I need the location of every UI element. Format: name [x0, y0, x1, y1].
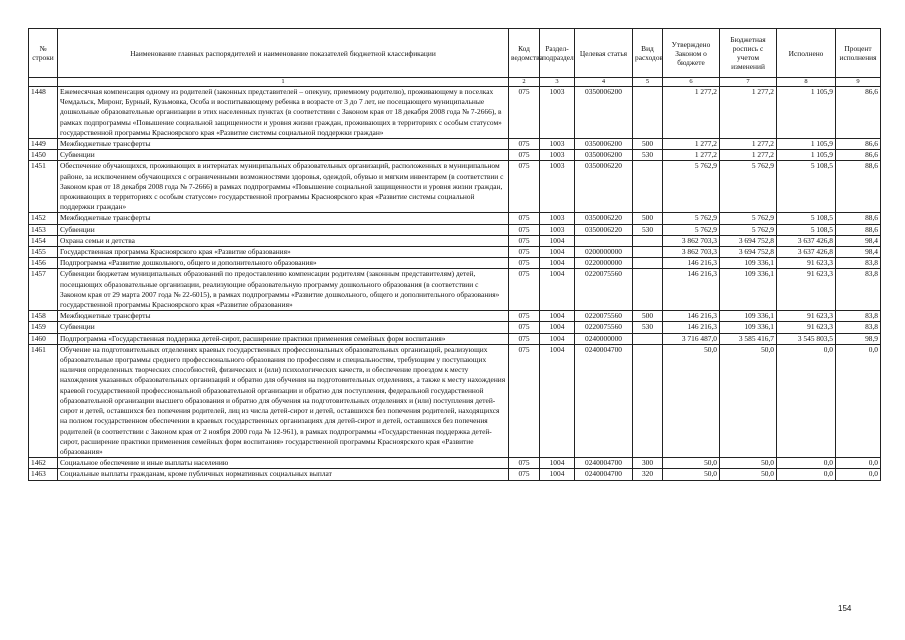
expense-type-cell	[633, 161, 663, 213]
approved-amount-cell: 1 277,2	[663, 139, 720, 150]
column-number: 6	[663, 78, 720, 87]
percent-cell: 0,0	[836, 458, 881, 469]
row-name-cell: Субвенции	[58, 150, 509, 161]
approved-amount-cell: 146 216,3	[663, 269, 720, 311]
department-code-cell: 075	[509, 258, 540, 269]
budget-list-amount-cell: 1 277,2	[720, 150, 777, 161]
percent-cell: 88,6	[836, 161, 881, 213]
expense-type-cell	[633, 269, 663, 311]
table-row	[29, 213, 881, 224]
approved-amount-cell: 50,0	[663, 458, 720, 469]
row-name-cell: Ежемесячная компенсация одному из родителей (законных представителей – опекуну, приемному родителю), проживающему в поселках Чемдальск, Миронг, Бурный, Кузьмовка, Особа и воспитывающему ребенка в возрасте от 3 до 7 лет, не посещающего муниципальные дошкольные образовательные организации в этих населенных пунктах (в соответствии с Законом края от 18 декабря 2008 года № 7-2666), в рамках подпрограммы «Повышение социальной защищенности и уровня жизни граждан, проживающих в территориях с особым статусом» государственной программы Красноярского края «Развитие системы социальной поддержки граждан»	[58, 87, 509, 139]
budget-list-amount-cell: 3 694 752,8	[720, 247, 777, 258]
approved-amount-cell: 146 216,3	[663, 311, 720, 322]
target-article-cell: 0220075560	[575, 311, 633, 322]
executed-amount-cell: 0,0	[777, 458, 836, 469]
target-article-cell: 0220000000	[575, 258, 633, 269]
table-row	[29, 344, 881, 457]
executed-amount-cell: 91 623,3	[777, 258, 836, 269]
table-row	[29, 322, 881, 333]
row-name-cell: Социальные выплаты гражданам, кроме публичных нормативных социальных выплат	[58, 469, 509, 480]
percent-cell: 98,4	[836, 247, 881, 258]
approved-amount-cell: 146 216,3	[663, 322, 720, 333]
row-number-cell: 1459	[29, 322, 58, 333]
section-cell: 1003	[540, 87, 575, 139]
page-number: 154	[838, 604, 852, 613]
budget-list-amount-cell: 109 336,1	[720, 311, 777, 322]
budget-list-amount-cell: 3 585 416,7	[720, 333, 777, 344]
section-cell: 1004	[540, 458, 575, 469]
section-cell: 1003	[540, 213, 575, 224]
table-row	[29, 87, 881, 139]
executed-amount-cell: 1 105,9	[777, 87, 836, 139]
budget-list-amount-cell: 50,0	[720, 344, 777, 457]
department-code-cell: 075	[509, 269, 540, 311]
percent-cell: 86,6	[836, 87, 881, 139]
row-number-cell: 1458	[29, 311, 58, 322]
expense-type-cell: 320	[633, 469, 663, 480]
header-percent: Процент исполнения	[836, 29, 881, 78]
budget-list-amount-cell: 109 336,1	[720, 269, 777, 311]
expense-type-cell	[633, 235, 663, 246]
department-code-cell: 075	[509, 213, 540, 224]
section-cell: 1004	[540, 247, 575, 258]
approved-amount-cell: 50,0	[663, 469, 720, 480]
column-number: 3	[540, 78, 575, 87]
column-number: 2	[509, 78, 540, 87]
table-row	[29, 224, 881, 235]
header-section: Раздел-подраздел	[540, 29, 575, 78]
budget-list-amount-cell: 50,0	[720, 458, 777, 469]
department-code-cell: 075	[509, 469, 540, 480]
percent-cell: 86,6	[836, 139, 881, 150]
row-name-cell: Субвенции бюджетам муниципальных образований по предоставлению компенсации родителям (законным представителям) детей, посещающих образовательные организации, реализующие образовательную программу дошкольного образования (в соответствии с Законом края от 29 марта 2007 года № 22-6015), в рамках подпрограммы «Развитие дошкольного, общего и дополнительного образования» государственной программы Красноярского края «Развитие образования»	[58, 269, 509, 311]
row-name-cell: Обеспечение обучающихся, проживающих в интернатах муниципальных образовательных организаций, расположенных в муниципальном районе, за исключением обучающихся с ограниченными возможностями здоровья, одеждой, обувью и мягким инвентарем (в соответствии с Законом края от 18 декабря 2008 года № 7-2666) в рамках подпрограммы «Повышение социальной защищенности и уровня жизни граждан, проживающих в территориях с особым статусом» государственной программы Красноярского края «Развитие системы социальной поддержки граждан»	[58, 161, 509, 213]
column-number: 9	[836, 78, 881, 87]
row-name-cell: Подпрограмма «Государственная поддержка детей-сирот, расширение практики применения семейных форм воспитания»	[58, 333, 509, 344]
approved-amount-cell: 50,0	[663, 344, 720, 457]
executed-amount-cell: 1 105,9	[777, 139, 836, 150]
executed-amount-cell: 3 545 803,5	[777, 333, 836, 344]
executed-amount-cell: 5 108,5	[777, 213, 836, 224]
target-article-cell: 0350006200	[575, 139, 633, 150]
section-cell: 1004	[540, 333, 575, 344]
header-name: Наименование главных распорядителей и наименование показателей бюджетной классификации	[58, 29, 509, 78]
section-cell: 1003	[540, 224, 575, 235]
expense-type-cell: 530	[633, 224, 663, 235]
approved-amount-cell: 5 762,9	[663, 224, 720, 235]
expense-type-cell	[633, 258, 663, 269]
expense-type-cell: 500	[633, 213, 663, 224]
section-cell: 1004	[540, 269, 575, 311]
table-row	[29, 458, 881, 469]
budget-list-amount-cell: 1 277,2	[720, 87, 777, 139]
budget-list-amount-cell: 50,0	[720, 469, 777, 480]
percent-cell: 86,6	[836, 150, 881, 161]
budget-sheet	[28, 28, 880, 481]
row-number-cell: 1463	[29, 469, 58, 480]
header-department-code: Код ведомства	[509, 29, 540, 78]
header-row-number: № строки	[29, 29, 58, 78]
target-article-cell: 0350006220	[575, 161, 633, 213]
row-name-cell: Межбюджетные трансферты	[58, 213, 509, 224]
row-number-cell: 1460	[29, 333, 58, 344]
row-name-cell: Межбюджетные трансферты	[58, 139, 509, 150]
department-code-cell: 075	[509, 235, 540, 246]
row-number-cell: 1461	[29, 344, 58, 457]
department-code-cell: 075	[509, 322, 540, 333]
row-name-cell: Субвенции	[58, 322, 509, 333]
department-code-cell: 075	[509, 150, 540, 161]
percent-cell: 83,8	[836, 269, 881, 311]
row-name-cell: Государственная программа Красноярского края «Развитие образования»	[58, 247, 509, 258]
table-row	[29, 235, 881, 246]
row-name-cell: Подпрограмма «Развитие дошкольного, общего и дополнительного образования»	[58, 258, 509, 269]
department-code-cell: 075	[509, 87, 540, 139]
row-name-cell: Субвенции	[58, 224, 509, 235]
table-row	[29, 333, 881, 344]
column-number: 5	[633, 78, 663, 87]
department-code-cell: 075	[509, 224, 540, 235]
approved-amount-cell: 1 277,2	[663, 150, 720, 161]
column-number	[29, 78, 58, 87]
department-code-cell: 075	[509, 458, 540, 469]
approved-amount-cell: 1 277,2	[663, 87, 720, 139]
table-row	[29, 258, 881, 269]
header-expense-type: Вид расходов	[633, 29, 663, 78]
percent-cell: 83,8	[836, 258, 881, 269]
approved-amount-cell: 3 862 703,3	[663, 247, 720, 258]
column-number: 7	[720, 78, 777, 87]
target-article-cell: 0350006220	[575, 213, 633, 224]
budget-list-amount-cell: 5 762,9	[720, 161, 777, 213]
percent-cell: 83,8	[836, 322, 881, 333]
table-body	[29, 87, 881, 481]
budget-list-amount-cell: 109 336,1	[720, 258, 777, 269]
header-target-article: Целевая статья	[575, 29, 633, 78]
table-row	[29, 269, 881, 311]
column-number: 8	[777, 78, 836, 87]
row-number-cell: 1454	[29, 235, 58, 246]
budget-list-amount-cell: 3 694 752,8	[720, 235, 777, 246]
table-header	[29, 29, 881, 87]
section-cell: 1003	[540, 150, 575, 161]
table-row	[29, 161, 881, 213]
section-cell: 1004	[540, 469, 575, 480]
percent-cell: 98,9	[836, 333, 881, 344]
approved-amount-cell: 146 216,3	[663, 258, 720, 269]
section-cell: 1004	[540, 311, 575, 322]
department-code-cell: 075	[509, 333, 540, 344]
executed-amount-cell: 1 105,9	[777, 150, 836, 161]
approved-amount-cell: 5 762,9	[663, 161, 720, 213]
row-number-cell: 1449	[29, 139, 58, 150]
budget-list-amount-cell: 1 277,2	[720, 139, 777, 150]
column-number-row	[29, 78, 881, 87]
target-article-cell: 0220075560	[575, 322, 633, 333]
executed-amount-cell: 3 637 426,8	[777, 247, 836, 258]
section-cell: 1004	[540, 322, 575, 333]
row-number-cell: 1448	[29, 87, 58, 139]
executed-amount-cell: 0,0	[777, 344, 836, 457]
row-name-cell: Охрана семьи и детства	[58, 235, 509, 246]
budget-list-amount-cell: 5 762,9	[720, 224, 777, 235]
target-article-cell: 0240004700	[575, 344, 633, 457]
executed-amount-cell: 5 108,5	[777, 224, 836, 235]
department-code-cell: 075	[509, 344, 540, 457]
section-cell: 1003	[540, 139, 575, 150]
percent-cell: 88,6	[836, 224, 881, 235]
target-article-cell: 0240004700	[575, 458, 633, 469]
expense-type-cell: 530	[633, 322, 663, 333]
percent-cell: 83,8	[836, 311, 881, 322]
row-number-cell: 1457	[29, 269, 58, 311]
expense-type-cell: 500	[633, 311, 663, 322]
budget-list-amount-cell: 109 336,1	[720, 322, 777, 333]
section-cell: 1003	[540, 161, 575, 213]
approved-amount-cell: 5 762,9	[663, 213, 720, 224]
target-article-cell: 0240004700	[575, 469, 633, 480]
section-cell: 1004	[540, 344, 575, 457]
target-article-cell: 0350006200	[575, 150, 633, 161]
approved-amount-cell: 3 862 703,3	[663, 235, 720, 246]
budget-table	[28, 28, 881, 481]
target-article-cell: 0350006220	[575, 224, 633, 235]
percent-cell: 0,0	[836, 469, 881, 480]
section-cell: 1004	[540, 258, 575, 269]
row-number-cell: 1453	[29, 224, 58, 235]
table-row	[29, 469, 881, 480]
section-cell: 1004	[540, 235, 575, 246]
expense-type-cell	[633, 344, 663, 457]
expense-type-cell	[633, 333, 663, 344]
row-number-cell: 1456	[29, 258, 58, 269]
executed-amount-cell: 91 623,3	[777, 311, 836, 322]
expense-type-cell	[633, 87, 663, 139]
expense-type-cell	[633, 247, 663, 258]
column-number: 4	[575, 78, 633, 87]
executed-amount-cell: 3 637 426,8	[777, 235, 836, 246]
target-article-cell: 0200000000	[575, 247, 633, 258]
department-code-cell: 075	[509, 247, 540, 258]
target-article-cell: 0220075560	[575, 269, 633, 311]
table-row	[29, 311, 881, 322]
header-approved: Утверждено Законом о бюджете	[663, 29, 720, 78]
table-row	[29, 150, 881, 161]
expense-type-cell: 500	[633, 139, 663, 150]
approved-amount-cell: 3 716 487,0	[663, 333, 720, 344]
column-number: 1	[58, 78, 509, 87]
row-number-cell: 1452	[29, 213, 58, 224]
row-name-cell: Обучение на подготовительных отделениях краевых государственных профессиональных образовательных организаций, реализующих образовательные программы среднего профессионального образования по профессиям и специальностям, требующим у поступающих наличия определенных творческих способностей, физических и (или) психологических качеств, и обеспечение проездом к месту нахождения указанных образовательных организаций и обратно для обучения на подготовительных отделениях, а также к месту нахождения краевой государственной профессиональной образовательной организации и обратно для поступления, федеральной государственной образовательной организации высшего образования и обратно для обучения на подготовительных отделениях и (или) поступления детей-сирот и детей, оставшихся без попечения родителей, лиц из числа детей-сирот и детей, оставшихся без попечения родителей, находящихся на полном государственном обеспечении в краевых государственных организациях для детей-сирот и детей, оставшихся без попечения родителей (в соответствии с Законом края от 2 ноября 2000 года № 12-961), в рамках подпрограммы «Государственная поддержка детей-сирот, расширение практики применения семейных форм воспитания» государственной программы Красноярского края «Развитие образования»	[58, 344, 509, 457]
executed-amount-cell: 5 108,5	[777, 161, 836, 213]
percent-cell: 98,4	[836, 235, 881, 246]
percent-cell: 0,0	[836, 344, 881, 457]
row-name-cell: Социальное обеспечение и иные выплаты населению	[58, 458, 509, 469]
target-article-cell: 0350006200	[575, 87, 633, 139]
percent-cell: 88,6	[836, 213, 881, 224]
row-number-cell: 1450	[29, 150, 58, 161]
row-number-cell: 1451	[29, 161, 58, 213]
target-article-cell	[575, 235, 633, 246]
executed-amount-cell: 91 623,3	[777, 269, 836, 311]
target-article-cell: 0240000000	[575, 333, 633, 344]
expense-type-cell: 530	[633, 150, 663, 161]
row-number-cell: 1462	[29, 458, 58, 469]
table-row	[29, 247, 881, 258]
header-row	[29, 29, 881, 78]
row-name-cell: Межбюджетные трансферты	[58, 311, 509, 322]
department-code-cell: 075	[509, 311, 540, 322]
row-number-cell: 1455	[29, 247, 58, 258]
department-code-cell: 075	[509, 161, 540, 213]
table-row	[29, 139, 881, 150]
executed-amount-cell: 0,0	[777, 469, 836, 480]
header-budget-list: Бюджетная роспись с учетом изменений	[720, 29, 777, 78]
header-executed: Исполнено	[777, 29, 836, 78]
executed-amount-cell: 91 623,3	[777, 322, 836, 333]
department-code-cell: 075	[509, 139, 540, 150]
expense-type-cell: 300	[633, 458, 663, 469]
budget-list-amount-cell: 5 762,9	[720, 213, 777, 224]
